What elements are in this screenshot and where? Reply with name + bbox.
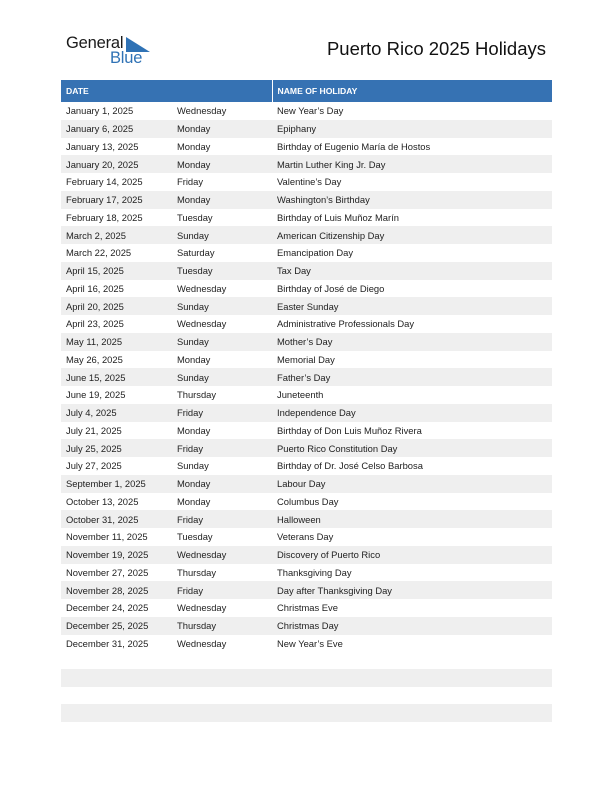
- cell-weekday: Friday: [177, 176, 204, 188]
- cell-date: July 25, 2025: [61, 439, 172, 457]
- table-row: [61, 581, 552, 599]
- cell-date: April 16, 2025: [66, 282, 124, 294]
- cell-weekday: Sunday: [172, 226, 272, 244]
- cell-weekday: Sunday: [177, 460, 209, 472]
- table-row: [61, 493, 552, 511]
- table-row: [61, 226, 552, 244]
- cell-date: July 21, 2025: [66, 424, 122, 436]
- table-row: [61, 120, 552, 138]
- cell-weekday: Friday: [172, 404, 272, 422]
- cell-date: November 19, 2025: [61, 546, 172, 564]
- table-row: [61, 209, 552, 227]
- cell-date: July 27, 2025: [66, 460, 122, 472]
- table-row: [61, 422, 552, 440]
- cell-date: March 2, 2025: [61, 226, 172, 244]
- cell-holiday-name: American Citizenship Day: [272, 226, 552, 244]
- cell-date: November 27, 2025: [66, 566, 149, 578]
- cell-date: January 1, 2025: [66, 105, 134, 117]
- cell-holiday-name: Christmas Eve: [277, 602, 338, 614]
- cell-holiday-name: Martin Luther King Jr. Day: [272, 155, 552, 173]
- cell-holiday-name: Mother’s Day: [272, 333, 552, 351]
- cell-holiday-name: Labour Day: [272, 475, 552, 493]
- cell-date: December 25, 2025: [61, 617, 172, 635]
- cell-date: June 19, 2025: [66, 389, 126, 401]
- cell-holiday-name: Memorial Day: [277, 353, 335, 365]
- table-row: [61, 155, 552, 173]
- cell-date: May 26, 2025: [66, 353, 123, 365]
- cell-date: January 6, 2025: [61, 120, 172, 138]
- table-row: [61, 368, 552, 386]
- empty-row: [61, 669, 552, 687]
- cell-holiday-name: Thanksgiving Day: [277, 566, 352, 578]
- table-row: [61, 386, 552, 404]
- table-body: [61, 102, 552, 652]
- cell-weekday: Friday: [172, 581, 272, 599]
- table-row: [61, 457, 552, 475]
- table-row: [61, 280, 552, 298]
- cell-weekday: Friday: [172, 439, 272, 457]
- cell-date: September 1, 2025: [61, 475, 172, 493]
- cell-holiday-name: Puerto Rico Constitution Day: [272, 439, 552, 457]
- cell-date: June 15, 2025: [61, 368, 172, 386]
- table-row: [61, 635, 552, 653]
- cell-weekday: Wednesday: [177, 318, 227, 330]
- cell-holiday-name: Washington’s Birthday: [272, 191, 552, 209]
- cell-weekday: Friday: [172, 510, 272, 528]
- cell-date: February 17, 2025: [61, 191, 172, 209]
- logo-word-blue: Blue: [110, 49, 143, 67]
- header-date: DATE: [61, 80, 272, 102]
- cell-holiday-name: Day after Thanksgiving Day: [272, 581, 552, 599]
- empty-row: [61, 704, 552, 722]
- cell-weekday: Tuesday: [177, 211, 213, 223]
- table-row: [61, 173, 552, 191]
- cell-weekday: Thursday: [177, 566, 217, 578]
- cell-date: October 13, 2025: [66, 495, 139, 507]
- cell-holiday-name: Birthday of Eugenio María de Hostos: [277, 140, 431, 152]
- cell-holiday-name: Epiphany: [272, 120, 552, 138]
- cell-holiday-name: New Year’s Eve: [277, 637, 343, 649]
- cell-weekday: Saturday: [177, 247, 215, 259]
- page-title: Puerto Rico 2025 Holidays: [326, 38, 546, 59]
- table-row: [61, 297, 552, 315]
- cell-weekday: Sunday: [172, 368, 272, 386]
- cell-weekday: Monday: [177, 140, 211, 152]
- cell-date: November 11, 2025: [66, 531, 148, 543]
- cell-weekday: Wednesday: [177, 105, 227, 117]
- cell-date: April 15, 2025: [61, 262, 172, 280]
- cell-holiday-name: Juneteenth: [277, 389, 324, 401]
- cell-holiday-name: Tax Day: [272, 262, 552, 280]
- cell-date: January 13, 2025: [66, 140, 139, 152]
- cell-weekday: Wednesday: [172, 546, 272, 564]
- table-row: [61, 351, 552, 369]
- cell-holiday-name: Discovery of Puerto Rico: [272, 546, 552, 564]
- table-row: [61, 528, 552, 546]
- cell-weekday: Sunday: [172, 333, 272, 351]
- generalblue-logo: [66, 34, 156, 68]
- table-row: [61, 564, 552, 582]
- cell-holiday-name: Emancipation Day: [277, 247, 354, 259]
- cell-holiday-name: Christmas Day: [272, 617, 552, 635]
- cell-holiday-name: Birthday of Don Luis Muñoz Rivera: [277, 424, 422, 436]
- cell-weekday: Thursday: [177, 389, 217, 401]
- cell-weekday: Wednesday: [177, 602, 227, 614]
- cell-holiday-name: Columbus Day: [277, 495, 339, 507]
- table-row: [61, 439, 552, 457]
- cell-holiday-name: Birthday of Dr. José Celso Barbosa: [277, 460, 423, 472]
- cell-date: November 28, 2025: [61, 581, 172, 599]
- cell-holiday-name: Easter Sunday: [272, 297, 552, 315]
- cell-weekday: Monday: [172, 155, 272, 173]
- cell-date: January 20, 2025: [61, 155, 172, 173]
- cell-date: April 20, 2025: [61, 297, 172, 315]
- table-row: [61, 138, 552, 156]
- header-holiday-name: NAME OF HOLIDAY: [272, 80, 552, 102]
- cell-holiday-name: Administrative Professionals Day: [277, 318, 415, 330]
- table-row: [61, 244, 552, 262]
- cell-weekday: Tuesday: [172, 262, 272, 280]
- table-row: [61, 510, 552, 528]
- cell-weekday: Sunday: [172, 297, 272, 315]
- cell-date: December 24, 2025: [66, 602, 149, 614]
- cell-weekday: Wednesday: [177, 637, 227, 649]
- cell-date: May 11, 2025: [61, 333, 172, 351]
- logo-word-general: General: [66, 34, 124, 52]
- cell-weekday: Monday: [172, 475, 272, 493]
- cell-weekday: Wednesday: [177, 282, 227, 294]
- cell-holiday-name: New Year’s Day: [277, 105, 344, 117]
- cell-weekday: Thursday: [172, 617, 272, 635]
- cell-date: February 18, 2025: [66, 211, 143, 223]
- table-row: [61, 546, 552, 564]
- table-row: [61, 191, 552, 209]
- holiday-table: [61, 80, 552, 652]
- cell-holiday-name: Valentine’s Day: [277, 176, 342, 188]
- cell-weekday: Monday: [177, 495, 211, 507]
- cell-weekday: Monday: [172, 120, 272, 138]
- cell-holiday-name: Birthday of José de Diego: [277, 282, 385, 294]
- table-row: [61, 599, 552, 617]
- table-row: [61, 102, 552, 120]
- cell-holiday-name: Halloween: [272, 510, 552, 528]
- table-row: [61, 617, 552, 635]
- cell-date: December 31, 2025: [66, 637, 149, 649]
- cell-holiday-name: Birthday of Luis Muñoz Marín: [277, 211, 399, 223]
- cell-date: April 23, 2025: [66, 318, 124, 330]
- cell-holiday-name: Father’s Day: [272, 368, 552, 386]
- table-row: [61, 333, 552, 351]
- cell-weekday: Monday: [177, 424, 211, 436]
- cell-date: July 4, 2025: [61, 404, 172, 422]
- table-row: [61, 475, 552, 493]
- cell-weekday: Tuesday: [177, 531, 213, 543]
- cell-date: February 14, 2025: [66, 176, 143, 188]
- table-header-row: [61, 80, 552, 102]
- cell-weekday: Monday: [172, 191, 272, 209]
- cell-date: March 22, 2025: [66, 247, 132, 259]
- cell-date: October 31, 2025: [61, 510, 172, 528]
- cell-holiday-name: Veterans Day: [277, 531, 334, 543]
- cell-holiday-name: Independence Day: [272, 404, 552, 422]
- table-row: [61, 315, 552, 333]
- table-row: [61, 404, 552, 422]
- table-row: [61, 262, 552, 280]
- cell-weekday: Monday: [177, 353, 211, 365]
